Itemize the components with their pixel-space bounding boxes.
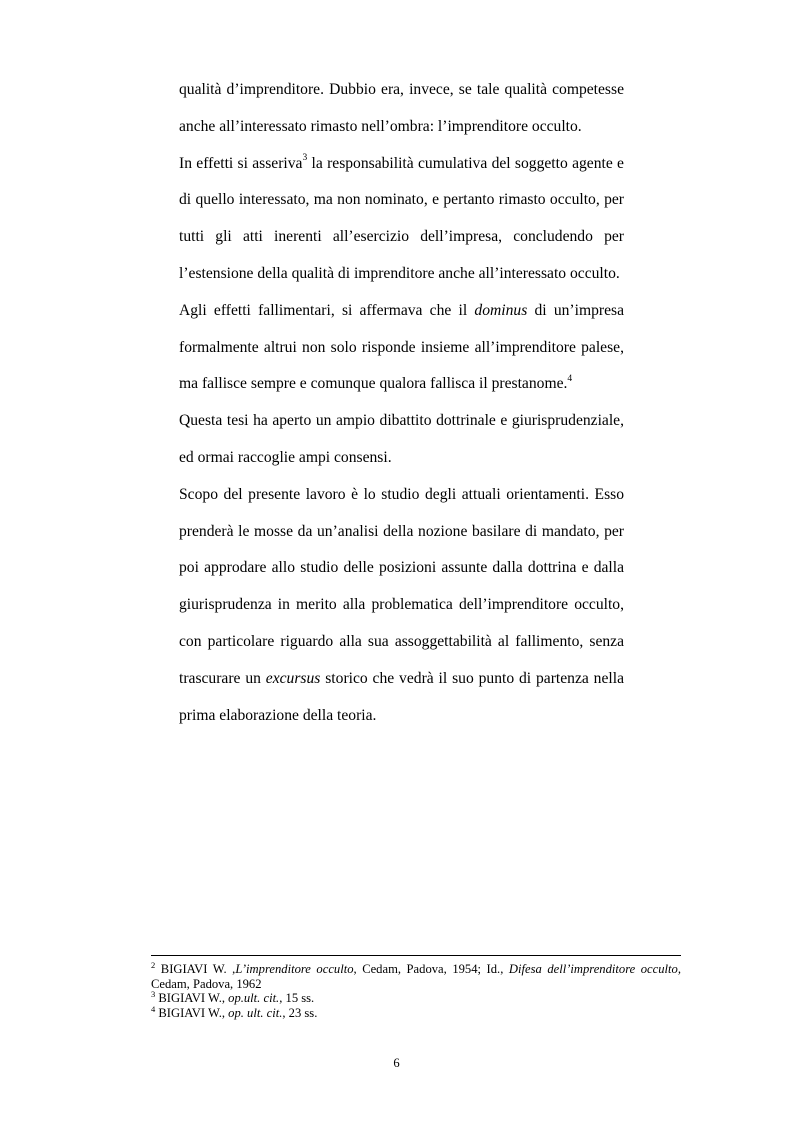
paragraph-4-text: Questa tesi ha aperto un ampio dibattito dottrinale e giurisprudenziale, ed ormai raccoglie ampi consensi. bbox=[179, 412, 624, 466]
paragraph-2-after: la responsabilità cumulativa del soggetto agente e di quello interessato, ma non nominato, e pertanto rimasto occulto, per tutti gli atti inerenti all’esercizio dell’impresa, concludendo per l’estensione della qualità di imprenditore anche all’interessato occulto. bbox=[179, 154, 624, 282]
footnote-4-number: 4 bbox=[151, 1003, 156, 1014]
paragraph-2-before: In effetti si asseriva bbox=[179, 154, 303, 172]
footnote-2-number: 2 bbox=[151, 959, 156, 970]
paragraph-1-text: qualità d’imprenditore. Dubbio era, invece, se tale qualità competesse anche all’interessato rimasto nell’ombra: l’imprenditore occulto. bbox=[179, 81, 624, 135]
footnote-3-text-1: BIGIAVI W., bbox=[155, 991, 229, 1006]
paragraph-5 bbox=[179, 477, 624, 735]
footnote-2-text-3: Cedam, Padova, 1962 bbox=[151, 976, 262, 991]
footnote-3-citation: op.ult. cit. bbox=[228, 991, 280, 1006]
body-text bbox=[179, 72, 624, 734]
paragraph-5-italic: excursus bbox=[265, 669, 321, 687]
page-number: 6 bbox=[393, 1056, 400, 1070]
footnote-2-title-2: Difesa dell’imprenditore occulto, bbox=[508, 962, 681, 976]
paragraph-3-after: di un’impresa formalmente altrui non solo risponde insieme all’imprenditore palese, ma fallisce sempre e comunque qualora fallisca il prestanome. bbox=[179, 301, 624, 393]
footnote-ref-4: 4 bbox=[567, 374, 573, 385]
footnote-3-text-2: , 15 ss. bbox=[279, 991, 315, 1006]
footnote-4 bbox=[151, 1003, 681, 1021]
footnote-4-text-1: BIGIAVI W., bbox=[155, 1005, 229, 1020]
paragraph-2 bbox=[179, 146, 624, 293]
footnote-separator bbox=[151, 955, 681, 956]
footnote-2 bbox=[151, 959, 681, 991]
footnote-4-text-2: , 23 ss. bbox=[282, 1005, 318, 1020]
footnote-4-citation: op. ult. cit. bbox=[228, 1005, 283, 1020]
paragraph-5-before: Scopo del presente lavoro è lo studio degli attuali orientamenti. Esso prenderà le mosse da un’analisi della nozione basilare di mandato, per poi approdare allo studio delle posizioni assunte dalla dottrina e dalla giurisprudenza in merito alla problematica dell’imprenditore occulto, con particolare riguardo alla sua assoggettabilità al fallimento, senza trascurare un bbox=[179, 485, 624, 687]
footnote-3 bbox=[151, 991, 681, 1006]
footnote-3-number: 3 bbox=[151, 989, 156, 999]
footnote-2-text-1: BIGIAVI W. , bbox=[155, 962, 236, 976]
paragraph-4 bbox=[179, 403, 624, 477]
paragraph-3-italic: dominus bbox=[474, 301, 528, 319]
paragraph-5-after: storico che vedrà il suo punto di partenza nella prima elaborazione della teoria. bbox=[179, 669, 624, 724]
footnote-ref-3: 3 bbox=[302, 153, 308, 164]
paragraph-3-before: Agli effetti fallimentari, si affermava che il bbox=[179, 301, 475, 319]
paragraph-3 bbox=[179, 293, 624, 403]
footnote-2-text-2: , Cedam, Padova, 1954; Id., bbox=[353, 962, 509, 976]
footnote-2-title-1: L’imprenditore occulto bbox=[235, 962, 354, 976]
paragraph-1 bbox=[179, 72, 624, 146]
footnotes bbox=[151, 955, 681, 1020]
